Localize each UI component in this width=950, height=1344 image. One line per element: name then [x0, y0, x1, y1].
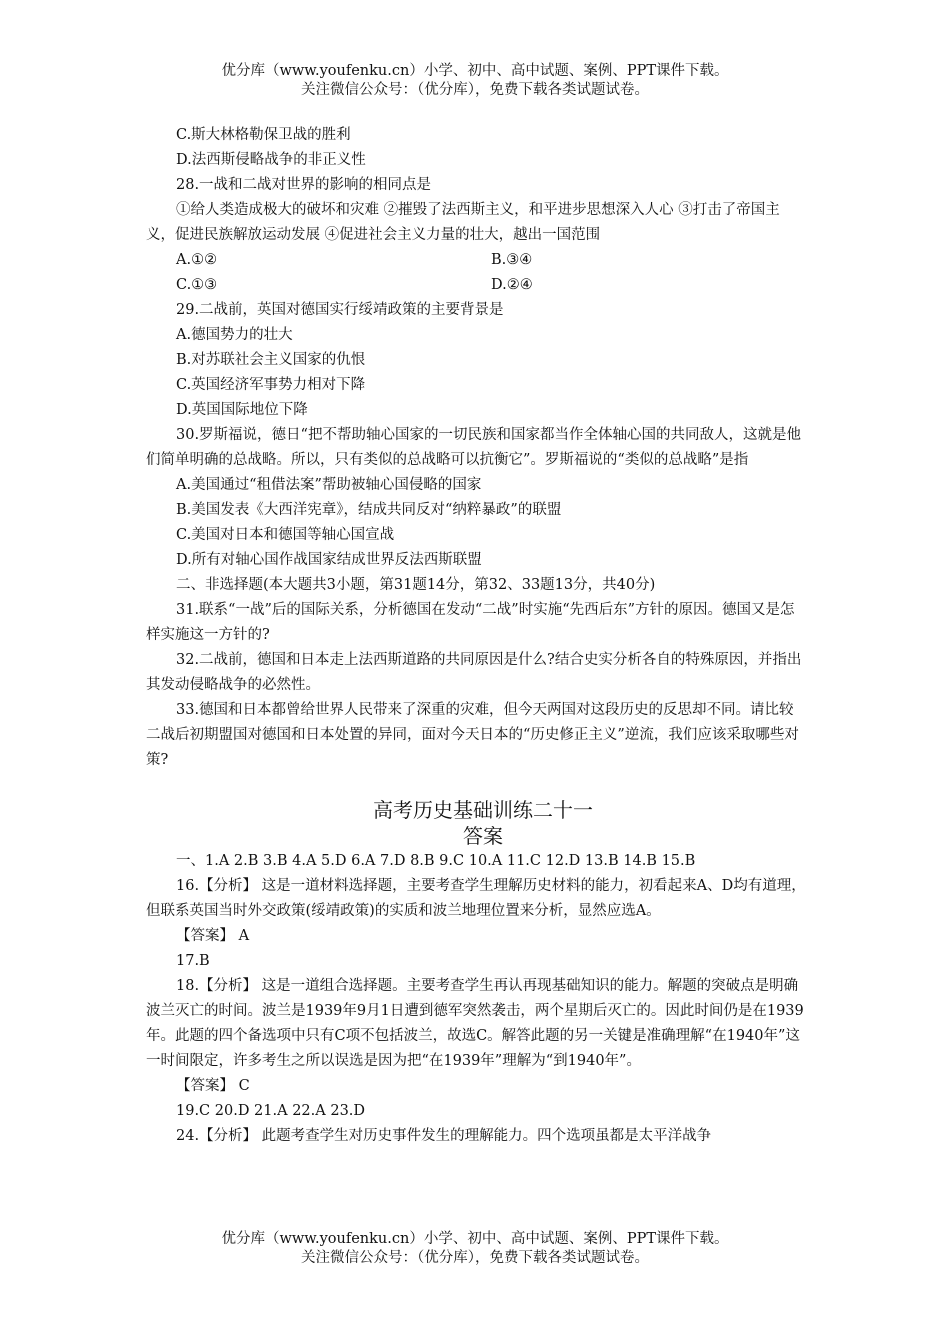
q32: 32.二战前，德国和日本走上法西斯道路的共同原因是什么?结合史实分析各自的特殊原因，并指出其发动侵略战争的必然性。: [146, 652, 802, 693]
answers-19-23: 19.C 20.D 21.A 22.A 23.D: [176, 1103, 366, 1119]
q29-stem: 29.二战前，英国对德国实行绥靖政策的主要背景是: [176, 302, 504, 318]
q28-option-b: B.③④: [491, 252, 533, 268]
footer-line-1: 优分库（www.youfenku.cn）小学、初中、高中试题、案例、PPT课件下载。: [221, 1231, 729, 1247]
q28-option-a: A.①②: [176, 252, 218, 268]
page-footer: [0, 1230, 950, 1268]
answers-subtitle: 答案: [463, 824, 503, 848]
q33: 33.德国和日本都曾给世界人民带来了深重的灾难，但今天两国对这段历史的反思却不同。请比较二战后初期盟国对德国和日本处置的异同，面对今天日本的“历史修正主义”逆流，我们应该采取哪些对策?: [146, 702, 799, 768]
q28-option-c: C.①③: [176, 277, 218, 293]
answers-title: 高考历史基础训练二十一: [373, 798, 593, 822]
answer-17: 17.B: [176, 953, 210, 969]
q30-option-c: C.美国对日本和德国等轴心国宣战: [176, 527, 395, 543]
header-line-2: 关注微信公众号：（优分库），免费下载各类试题试卷。: [301, 82, 649, 98]
answers-row-1: 一、1.A 2.B 3.B 4.A 5.D 6.A 7.D 8.B 9.C 10.A 11.C 12.D 13.B 14.B 15.B: [176, 853, 696, 869]
footer-line-2: 关注微信公众号：（优分库），免费下载各类试题试卷。: [301, 1250, 649, 1266]
q29-option-c: C.英国经济军事势力相对下降: [176, 377, 366, 393]
q27-option-d: D.法西斯侵略战争的非正义性: [176, 152, 366, 168]
q30-stem: 30.罗斯福说，德日“把不帮助轴心国家的一切民族和国家都当作全体轴心国的共同敌人，这就是他们简单明确的总战略。所以，只有类似的总战略可以抗衡它”。罗斯福说的“类似的总战略”是指: [146, 427, 801, 468]
answer-18-answer: 【答案】 C: [176, 1078, 250, 1094]
q29-option-a: A.德国势力的壮大: [176, 327, 293, 343]
q30-option-b: B.美国发表《大西洋宪章》，结成共同反对“纳粹暴政”的联盟: [176, 502, 562, 518]
q31: 31.联系“一战”后的国际关系，分析德国在发动“二战”时实施“先西后东”方针的原因。德国又是怎样实施这一方针的?: [146, 602, 795, 643]
answer-18-analysis: 18.【分析】 这是一道组合选择题。主要考查学生再认再现基础知识的能力。解题的突破点是明确波兰灭亡的时间。波兰是1939年9月1日遭到德军突然袭击，两个星期后灭亡的。因此时间仍是在1939年。此题的四个备选项中只有C项不包括波兰，故选C。解答此题的另一关键是准确理解“在1940年”这一时间限定，许多考生之所以误选是因为把“在1939年”理解为“到1940年”。: [146, 978, 804, 1069]
q28-options-row-2: [176, 273, 806, 298]
q28-option-d: D.②④: [491, 277, 533, 293]
q28-items: ①给人类造成极大的破坏和灾难 ②摧毁了法西斯主义，和平进步思想深入人心 ③打击了帝国主义，促进民族解放运动发展 ④促进社会主义力量的壮大，越出一国范围: [146, 202, 780, 243]
section-2-heading: 二、非选择题(本大题共3小题，第31题14分，第32、33题13分，共40分): [176, 577, 656, 593]
page-header: [0, 62, 950, 100]
document-body: [146, 123, 806, 1149]
answer-16-analysis: 16.【分析】 这是一道材料选择题，主要考查学生理解历史材料的能力，初看起来A、D均有道理，但联系英国当时外交政策(绥靖政策)的实质和波兰地理位置来分析，显然应选A。: [146, 878, 806, 919]
q28-stem: 28.一战和二战对世界的影响的相同点是: [176, 177, 432, 193]
q28-options-row-1: [176, 248, 806, 273]
q30-option-a: A.美国通过“租借法案”帮助被轴心国侵略的国家: [176, 477, 482, 493]
q27-option-c: C.斯大林格勒保卫战的胜利: [176, 127, 351, 143]
answer-24-analysis: 24.【分析】 此题考查学生对历史事件发生的理解能力。四个选项虽都是太平洋战争: [176, 1128, 712, 1144]
answer-16-answer: 【答案】 A: [176, 928, 250, 944]
q30-option-d: D.所有对轴心国作战国家结成世界反法西斯联盟: [176, 552, 482, 568]
header-line-1: 优分库（www.youfenku.cn）小学、初中、高中试题、案例、PPT课件下载。: [221, 63, 729, 79]
q29-option-d: D.英国国际地位下降: [176, 402, 308, 418]
q29-option-b: B.对苏联社会主义国家的仇恨: [176, 352, 366, 368]
